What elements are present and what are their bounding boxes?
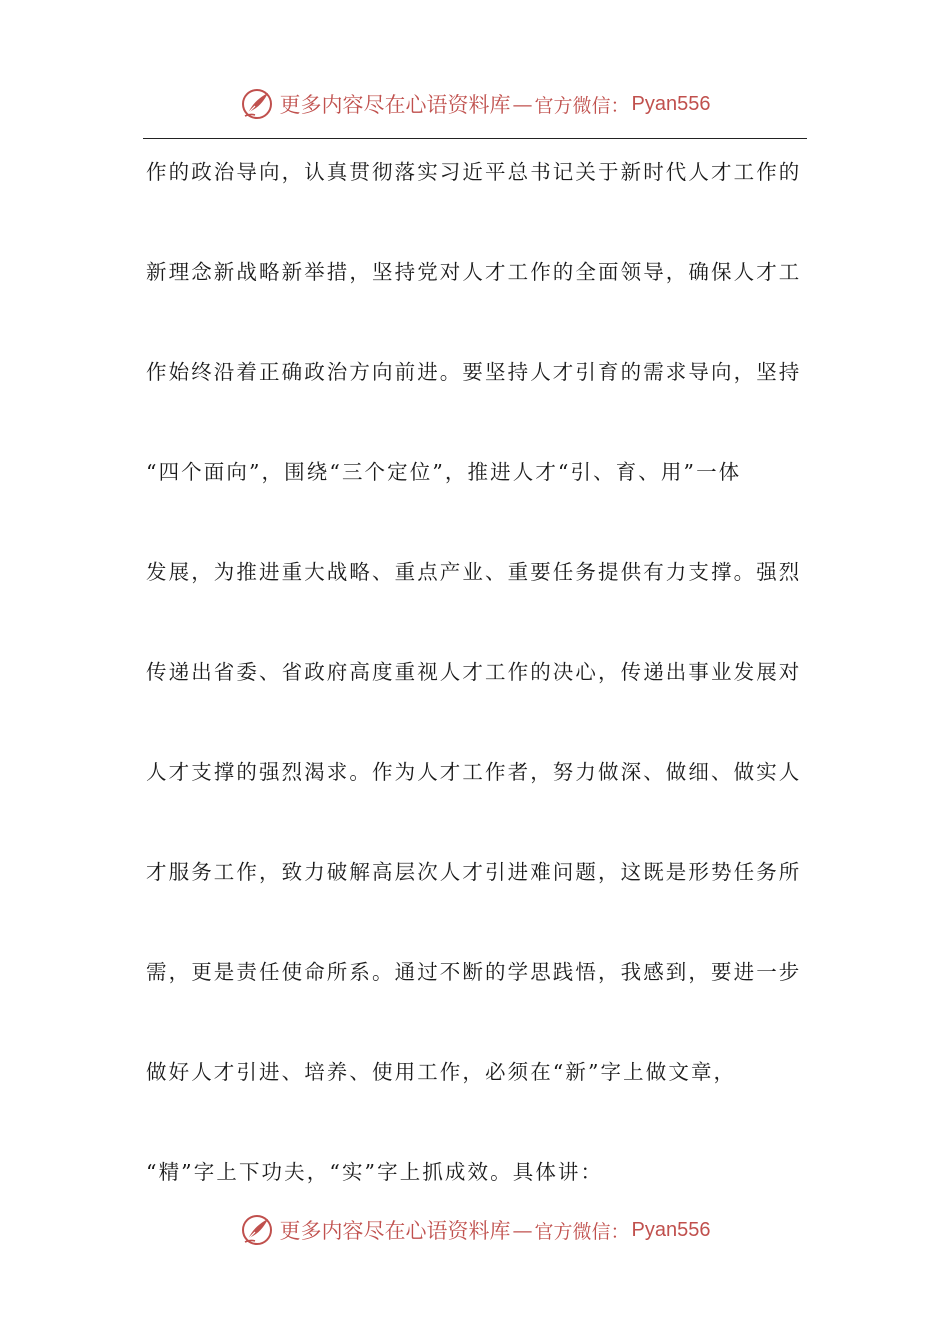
header-divider [143,138,807,139]
footer-dash: — [512,1218,533,1242]
header-brand-text: 更多内容尽在心语资料库 [279,93,511,117]
footer-banner [0,1208,950,1252]
footer-wechat-id: Pyan556 [631,1218,711,1241]
body-line-5: 发展，为推进重大战略、重点产业、重要任务提供有力支撑。强烈 [146,560,802,584]
header-banner [0,82,950,126]
header-dash: — [512,92,533,116]
footer-wechat-label: 官方微信： [534,1220,630,1243]
header-wechat-id: Pyan556 [631,92,711,115]
body-line-10: 做好人才引进、培养、使用工作，必须在“新”字上做文章， [146,1060,737,1084]
body-line-2: 新理念新战略新举措，坚持党对人才工作的全面领导，确保人才工 [146,260,802,284]
body-line-7: 人才支撑的强烈渴求。作为人才工作者，努力做深、做细、做实人 [146,760,802,784]
quill-pen-logo-icon [240,87,274,121]
body-line-4: “四个面向”，围绕“三个定位”，推进人才“引、育、用”一体 [146,460,742,484]
footer-brand-text: 更多内容尽在心语资料库 [279,1219,511,1243]
body-line-1: 作的政治导向，认真贯彻落实习近平总书记关于新时代人才工作的 [146,160,802,184]
header-wechat-label: 官方微信： [534,94,630,117]
quill-pen-logo-icon [240,1213,274,1247]
body-line-8: 才服务工作，致力破解高层次人才引进难问题，这既是形势任务所 [146,860,802,884]
body-line-3: 作始终沿着正确政治方向前进。要坚持人才引育的需求导向，坚持 [146,360,802,384]
body-line-9: 需，更是责任使命所系。通过不断的学思践悟，我感到，要进一步 [146,960,802,984]
body-line-11: “精”字上下功夫，“实”字上抓成效。具体讲： [146,1160,604,1184]
body-line-6: 传递出省委、省政府高度重视人才工作的决心，传递出事业发展对 [146,660,802,684]
document-body [146,148,802,1248]
